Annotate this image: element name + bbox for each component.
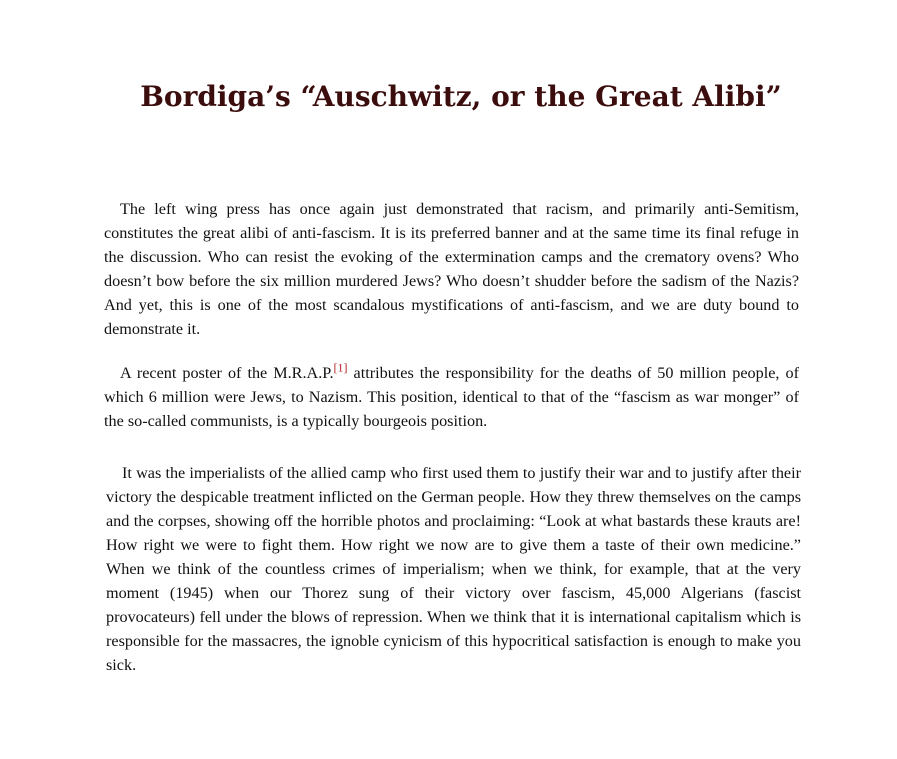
paragraph-1: The left wing press has once again just demonstrated that racism, and primarily anti-Semitism, constitutes the great alibi of anti-fascism. It is its preferred banner and at the same time its final refuge in the discussion. Who can resist the evoking of the extermination camps and the crematory ovens? Who doesn’t bow before the six million murdered Jews? Who doesn’t shudder before the sadism of the Nazis? And yet, this is one of the most scandalous mystifications of anti-fascism, and we are duty bound to demonstrate it.: [104, 200, 799, 338]
paragraph-3: It was the imperialists of the allied camp who first used them to justify their war and to justify after their victory the despicable treatment inflicted on the German people. How they threw themselves on the camps and the corpses, showing off the horrible photos and proclaiming: “Look at what bastards these krauts are! How right we were to fight them. How right we now are to give them a taste of their own medicine.” When we think of the countless crimes of imperialism; when we think, for example, that at the very moment (1945) when our Thorez sung of their victory over fascism, 45,000 Algerians (fascist provocateurs) fell under the blows of repression. When we think that it is international capitalism which is responsible for the massacres, the ignoble cynicism of this hypocritical satisfaction is enough to make you sick.: [106, 464, 801, 674]
paragraph-2-text-after: attributes the responsibility for the deaths of 50 million people, of which 6 million were Jews, to Nazism. This position, identical to that of the “fascism as war monger” of the so-called communists, is a typically bourgeois position.: [104, 364, 799, 430]
footnote-link-1[interactable]: [1]: [333, 360, 348, 375]
paragraph-2: [104, 361, 799, 433]
page-title: Bordiga’s “Auschwitz, or the Great Alibi”: [140, 80, 782, 113]
paragraph-2-text-before: A recent poster of the M.R.A.P.: [120, 364, 334, 382]
